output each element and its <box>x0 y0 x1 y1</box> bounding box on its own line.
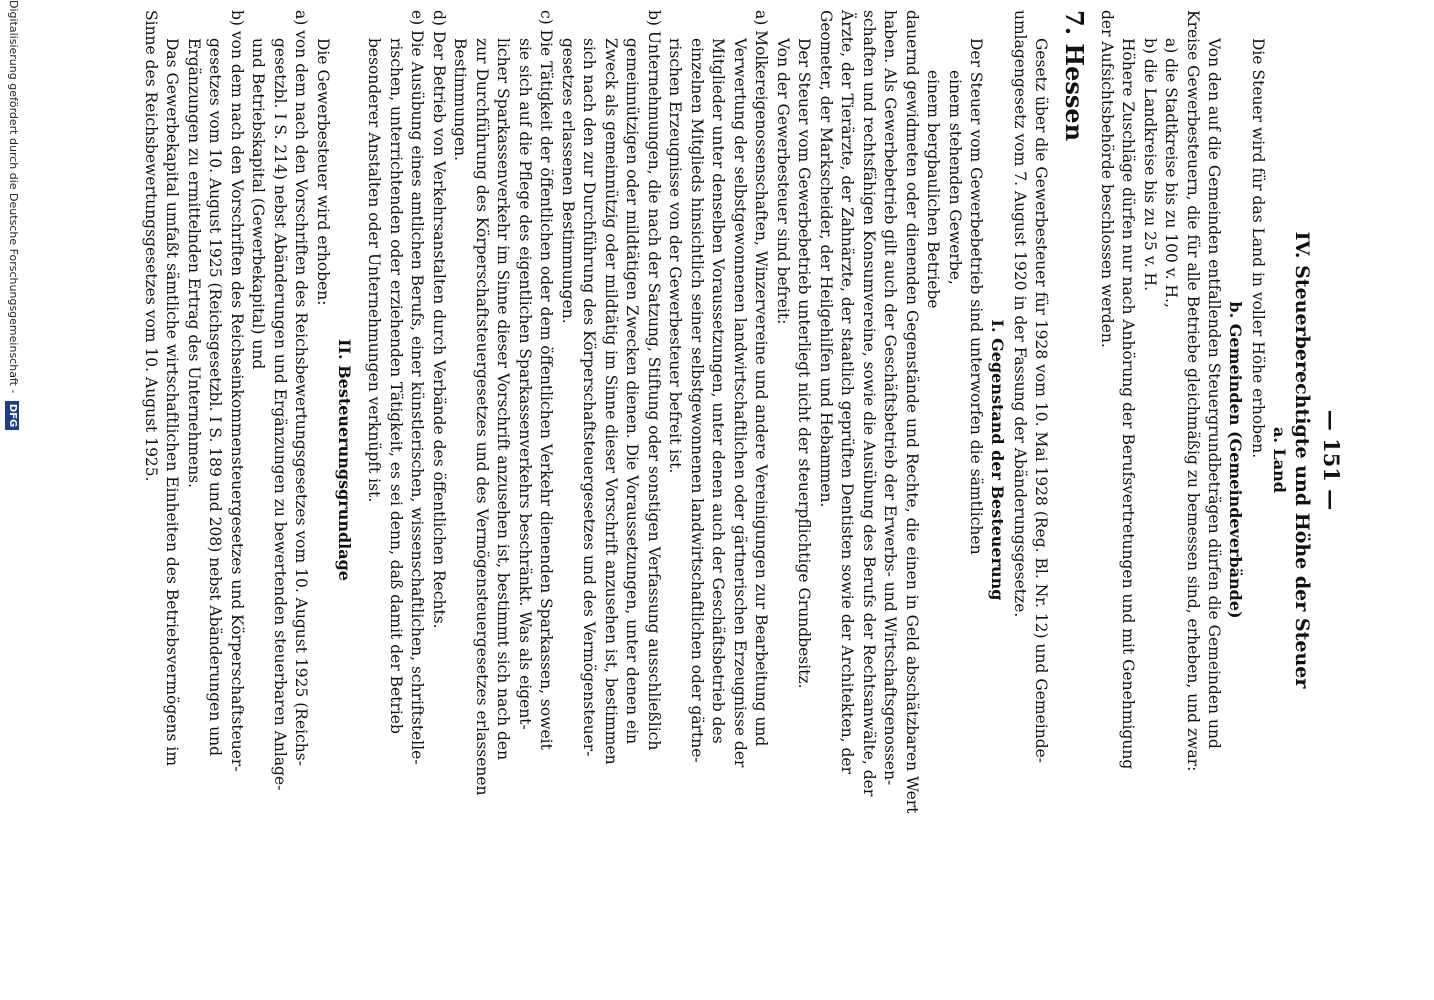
text-line: Verwertung der selbstgewonnenen landwirtschaftlichen oder gärtnerischen Erzeugnisse der <box>731 38 749 768</box>
text-line: Geometer, der Markscheider, der Heilgehilfen und Hebammen. <box>817 10 835 508</box>
text-line: sie sich auf die Pflege des eigentlichen Sparkassenverkehrs beschränkt. Was als eigent- <box>516 38 534 730</box>
text-line: b) Unternehmungen, die nach der Satzung, Stiftung oder sonstigen Verfassung ausschließlich <box>645 10 663 751</box>
dfg-logo: DFG <box>5 401 19 430</box>
text-line: gesetzes erlassenen Bestimmungen. <box>559 38 577 324</box>
text-line: einem stehenden Gewerbe, <box>946 70 964 285</box>
text-line: gesetzes vom 10. August 1925 (Reichsgesetzbl. I S. 189 und 208) nebst Abänderungen und <box>206 38 225 757</box>
text-line: licher Sparkassenverkehr im Sinne dieser Vorschrift anzusehen ist, bestimmt sich nach den <box>494 38 513 761</box>
subheading-grundlage: II. Besteuerungsgrundlage <box>335 339 354 581</box>
text-line: schaften und rechtsfähigen Konsumvereine, sowie die Ausübung des Berufs der Rechtsanwälte, der <box>860 10 878 797</box>
text-line: gesetzbl. I S. 214) nebst Abänderungen und Ergänzungen zu bewertenden steuerbaren Anlage- <box>271 38 289 791</box>
text-line: der Aufsichtsbehörde beschlossen werden. <box>1098 10 1116 348</box>
text-line: Von den auf die Gemeinden entfallenden Steuergrundbeträgen dürfen die Gemeinden und <box>1205 38 1224 749</box>
gegenstand-paragraph <box>772 10 987 910</box>
text-line: zur Durchführung des Körperschaftsteuergesetzes und des Vermögensteuergesetzes erlassenen <box>473 38 491 796</box>
befreit-list <box>363 10 772 910</box>
gemeinden-paragraph <box>1182 10 1225 910</box>
text-line: haben. Als Gewerbebetrieb gilt auch der Geschäftsbetrieb der Erwerbs- und Wirtschaftsgenossen- <box>881 10 900 786</box>
text-line: Gesetz über die Gewerbesteuer für 1928 vom 10. Mai 1928 (Reg. Bl. Nr. 12) und Gemeinde- <box>1032 38 1051 764</box>
digitization-footer <box>0 0 26 1000</box>
subheading-gemeinden: b. Gemeinden (Gemeindeverbände) <box>1226 301 1246 619</box>
land-paragraph: Die Steuer wird für das Land in voller Höhe erhoben. <box>1249 38 1267 459</box>
text-line: umlagengesetz vom 7. August 1920 in der Fassung der Abänderungsgesetze. <box>1011 10 1029 618</box>
text-line: rischen Erzeugnisse von der Gewerbesteuer befreit ist. <box>666 38 685 474</box>
text-line: Mitglieder unter denselben Voraussetzungen, unter denen auch der Geschäftsbetrieb des <box>709 38 728 744</box>
grundlage-list <box>183 10 312 910</box>
text-line: Bestimmungen. <box>451 38 470 162</box>
zuschlaege-paragraph <box>1096 10 1139 910</box>
text-line: Ärzte, der Tierärzte, der Zahnärzte, der staatlich geprüften Dentisten sowie der Architekten, der <box>838 10 857 775</box>
text-line: Der Steuer vom Gewerbebetrieb sind unterworfen die sämtlichen <box>967 38 986 555</box>
grundlage-intro: Die Gewerbesteuer wird erhoben: <box>314 38 332 306</box>
text-line: sich nach den zur Durchführung des Körperschaftsteuergesetzes und des Vermögensteuer- <box>580 38 599 757</box>
text-line: einzelnen Mitglieds hinsichtlich seiner selbstgewonnenen landwirtschaftlichen oder gärtne- <box>688 38 706 763</box>
list-item: a) die Stadtkreise bis zu 100 v. H., <box>1162 38 1181 308</box>
text-line: einem bergbaulichen Betriebe <box>924 70 943 309</box>
subheading-land: a. Land <box>1270 427 1289 493</box>
page-number: — 151 — <box>1319 409 1344 511</box>
text-line: Von der Gewerbesteuer sind befreit: <box>774 38 792 325</box>
text-line: besonderer Anstalten oder Unternehmungen verknüpft ist. <box>365 38 384 503</box>
subheading-gegenstand: I. Gegenstand der Besteuerung <box>988 319 1008 601</box>
text-line: Sinne des Reichsbewertungsgesetzes vom 10. August 1925. <box>142 10 160 482</box>
text-line: dauernd gewidmeten oder dienenden Gegenstände und Rechte, die einen in Geld abschätzbaren Wert <box>903 10 921 814</box>
text-line: und Betriebskapital (Gewerbekapital) und <box>249 38 268 370</box>
text-line: e) Die Ausübung eines amtlichen Berufs, einer künstlerischen, wissenschaftlichen, schriftstelle- <box>408 10 427 765</box>
text-line: Höhere Zuschläge dürfen nur nach Anhörung der Berufsvertretungen und mit Genehmigung <box>1119 38 1138 770</box>
text-line: Zweck als gemeinnützig oder mildtätig im Sinne dieser Vorschrift anzusehen ist, bestimmen <box>602 38 620 765</box>
text-line: a) von dem nach den Vorschriften des Reichsbewertungsgesetzes vom 10. August 1925 (Reichs- <box>292 10 311 766</box>
text-line: rischen, unterrichtenden oder erziehenden Tätigkeit, es sei denn, daß damit der Betrieb <box>387 38 405 734</box>
text-line: Ergänzungen zu ermittelnden Ertrag des Unternehmens. <box>185 38 203 489</box>
document-page <box>140 10 1345 910</box>
list-item: b) die Landkreise bis zu 25 v. H. <box>1141 38 1159 292</box>
text-line: Der Steuer vom Gewerbebetrieb unterliegt nicht der steuerpflichtige Grundbesitz. <box>795 38 814 689</box>
footer-text: Digitalisierung gefördert durch die Deutsche Forschungsgemeinschaft - <box>7 0 20 394</box>
text-line: gemeinnützigen oder mildtätigen Zwecken dienen. Die Voraussetzungen, unter denen ein <box>623 38 642 745</box>
law-reference <box>1009 10 1052 910</box>
kapital-paragraph <box>140 10 183 910</box>
state-heading: 7. Hessen <box>1060 10 1090 142</box>
text-line: Das Gewerbekapital umfaßt sämtliche wirtschaftlichen Einheiten des Betriebsvermögens im <box>163 38 182 767</box>
text-line: d) Der Betrieb von Verkehrsanstalten durch Verbände des öffentlichen Rechts. <box>430 10 448 629</box>
text-line: b) von dem nach den Vorschriften des Reichseinkommensteuergesetzes und Körperschaftsteuer- <box>228 10 246 772</box>
section-heading-iv: IV. Steuerberechtigte und Höhe der Steuer <box>1291 231 1313 689</box>
text-line: Kreise Gewerbesteuern, die für alle Betriebe gleichmäßig zu bemessen sind, erheben, und zwar: <box>1184 10 1202 772</box>
text-line: c) Die Tätigkeit der öffentlichen oder dem öffentlichen Verkehr dienenden Sparkassen, soweit <box>537 10 556 750</box>
text-line: a) Molkereigenossenschaften, Winzervereine und andere Vereinigungen zur Bearbeitung und <box>752 10 771 747</box>
